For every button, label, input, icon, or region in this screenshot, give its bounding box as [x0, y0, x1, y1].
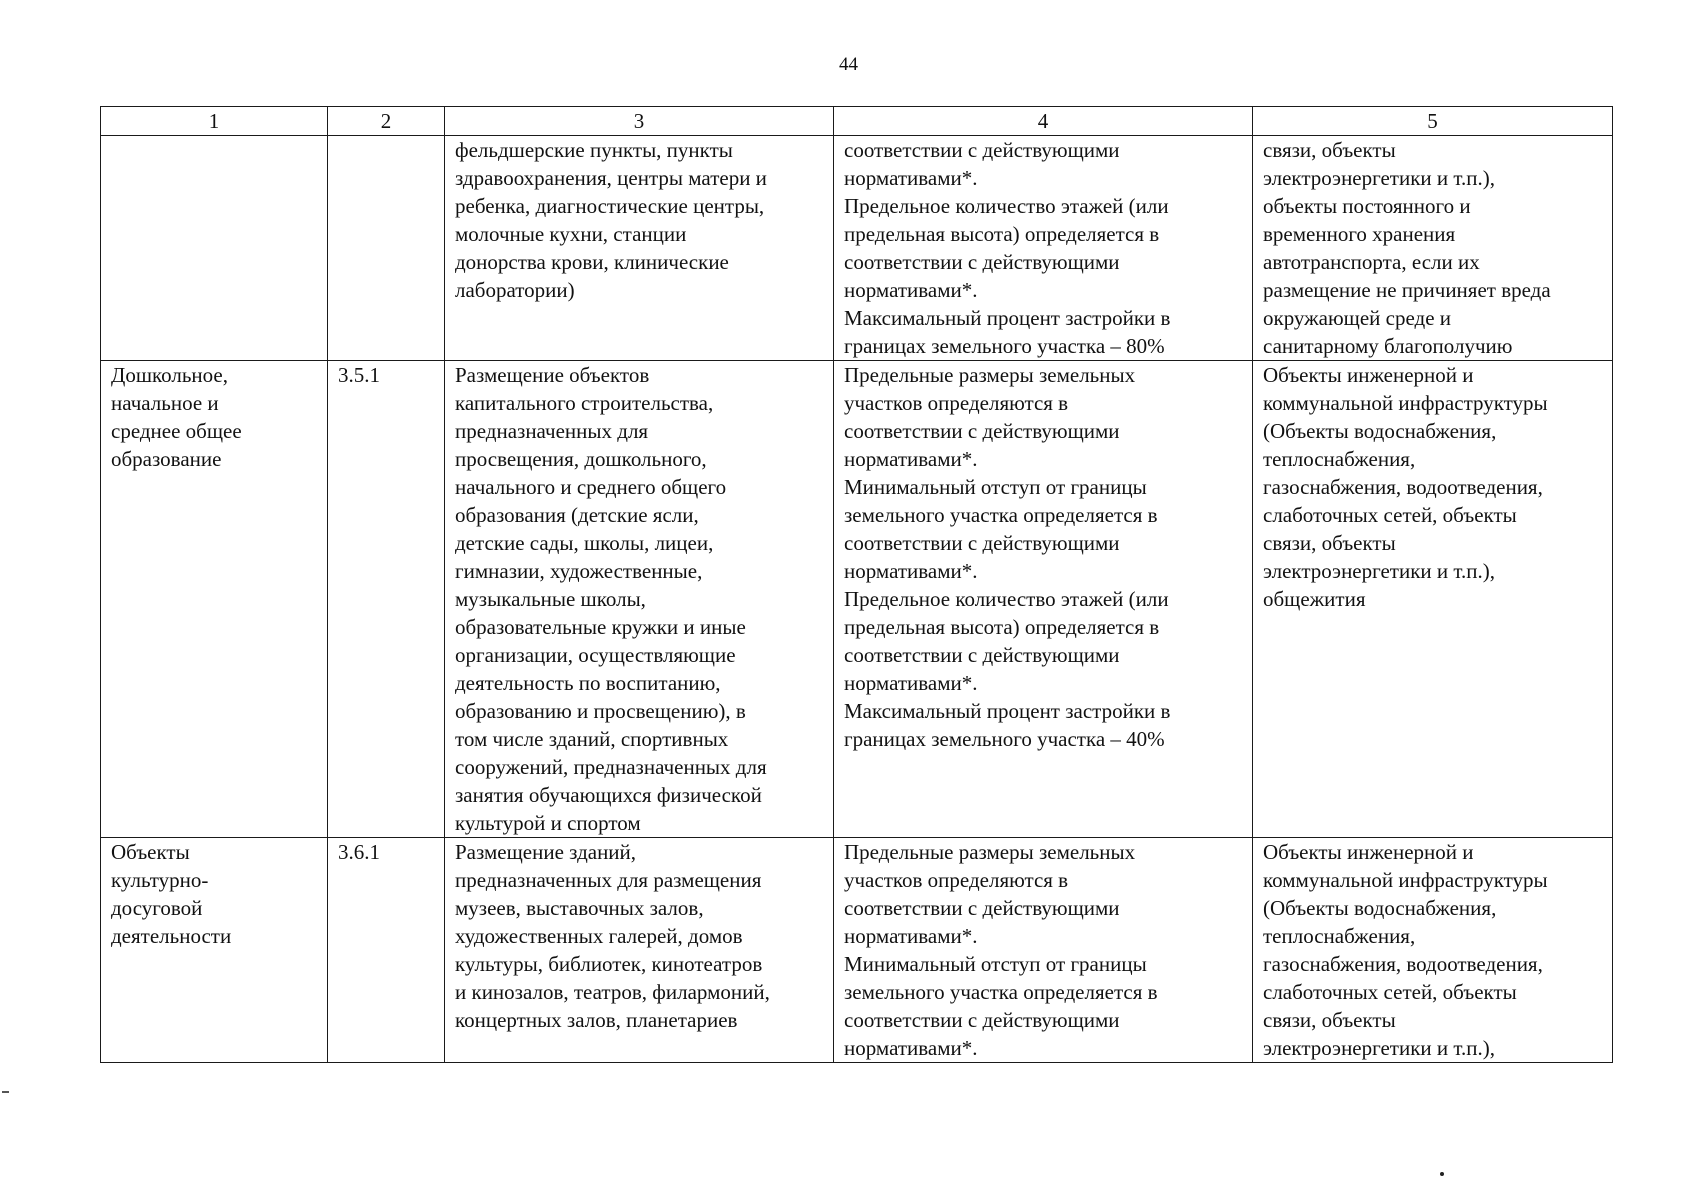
- table-row: [101, 838, 1613, 1063]
- scan-dot-mark: [1440, 1172, 1444, 1176]
- table-row: [101, 361, 1613, 838]
- column-header-1: 1: [101, 107, 328, 136]
- page-number: 44: [839, 54, 858, 75]
- use-name-cell: Объекты культурно- досуговой деятельности: [101, 838, 328, 1063]
- auxiliary-uses-cell: связи, объекты электроэнергетики и т.п.), объекты постоянного и временного хранения автотранспорта, если их размещение не причиняет вреда окружающей среде и санитарному благополучию: [1253, 136, 1613, 361]
- auxiliary-uses-cell: Объекты инженерной и коммунальной инфраструктуры (Объекты водоснабжения, теплоснабжения, газоснабжения, водоотведения, слаботочных сетей, объекты связи, объекты электроэнергетики и т.п.),: [1253, 838, 1613, 1063]
- column-header-4: 4: [834, 107, 1253, 136]
- column-header-3: 3: [445, 107, 834, 136]
- use-code-cell: 3.5.1: [328, 361, 445, 838]
- use-name-cell: [101, 136, 328, 361]
- parameters-cell: Предельные размеры земельных участков определяются в соответствии с действующими нормативами*. Минимальный отступ от границы земельного участка определяется в соответствии с действующими нормативами*. Предельное количество этажей (или предельная высота) определяется в соответствии с действующими нормативами*. Максимальный процент застройки в границах земельного участка – 40%: [834, 361, 1253, 838]
- parameters-cell: Предельные размеры земельных участков определяются в соответствии с действующими нормативами*. Минимальный отступ от границы земельного участка определяется в соответствии с действующими нормативами*.: [834, 838, 1253, 1063]
- scan-margin-mark: [2, 1091, 9, 1093]
- column-header-5: 5: [1253, 107, 1613, 136]
- use-description-cell: Размещение объектов капитального строительства, предназначенных для просвещения, дошкольного, начального и среднего общего образования (детские ясли, детские сады, школы, лицеи, гимназии, художественные, музыкальные школы, образовательные кружки и иные организации, осуществляющие деятельность по воспитанию, образованию и просвещению), в том числе зданий, спортивных сооружений, предназначенных для занятия обучающихся физической культурой и спортом: [445, 361, 834, 838]
- land-use-table: [100, 106, 1613, 1063]
- parameters-cell: соответствии с действующими нормативами*. Предельное количество этажей (или предельная высота) определяется в соответствии с действующими нормативами*. Максимальный процент застройки в границах земельного участка – 80%: [834, 136, 1253, 361]
- column-number-row: [101, 107, 1613, 136]
- use-code-cell: [328, 136, 445, 361]
- column-header-2: 2: [328, 107, 445, 136]
- use-description-cell: фельдшерские пункты, пункты здравоохранения, центры матери и ребенка, диагностические центры, молочные кухни, станции донорства крови, клинические лаборатории): [445, 136, 834, 361]
- use-name-cell: Дошкольное, начальное и среднее общее образование: [101, 361, 328, 838]
- auxiliary-uses-cell: Объекты инженерной и коммунальной инфраструктуры (Объекты водоснабжения, теплоснабжения, газоснабжения, водоотведения, слаботочных сетей, объекты связи, объекты электроэнергетики и т.п.), общежития: [1253, 361, 1613, 838]
- use-description-cell: Размещение зданий, предназначенных для размещения музеев, выставочных залов, художественных галерей, домов культуры, библиотек, кинотеатров и кинозалов, театров, филармоний, концертных залов, планетариев: [445, 838, 834, 1063]
- table-row: [101, 136, 1613, 361]
- use-code-cell: 3.6.1: [328, 838, 445, 1063]
